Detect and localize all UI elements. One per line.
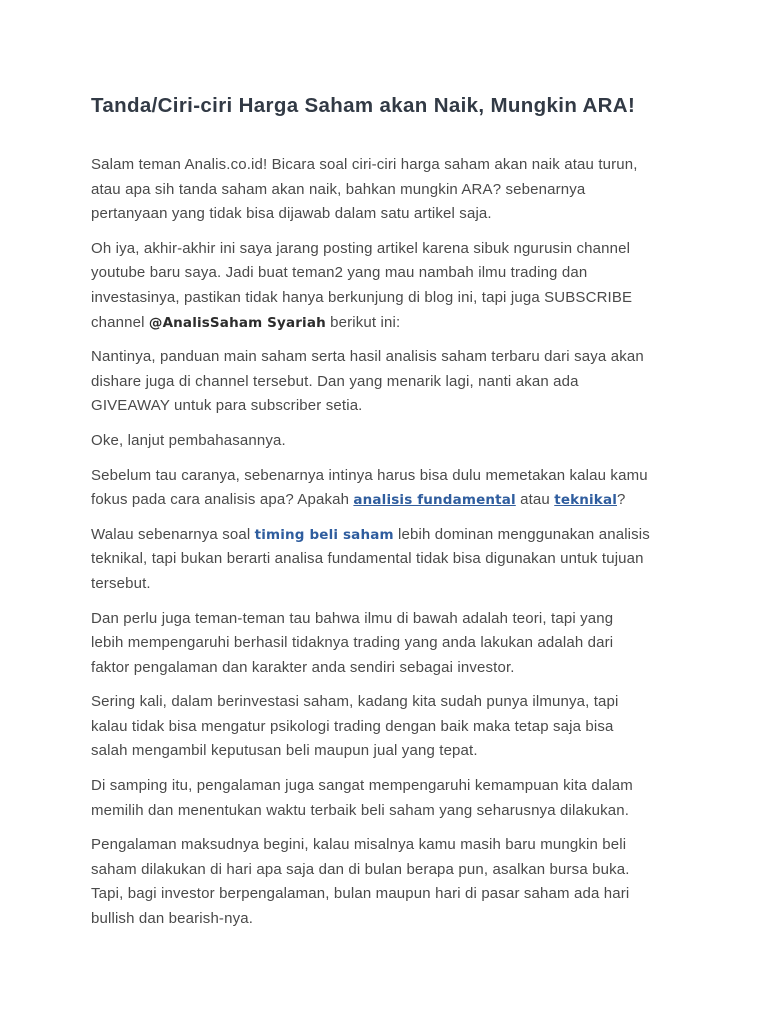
text-line: memilih dan menentukan waktu terbaik beli saham yang seharusnya dilakukan. <box>91 801 630 819</box>
text-segment: lebih dominan menggunakan analisis <box>393 525 650 543</box>
text-line: atau apa sih tanda saham akan naik, bahkan mungkin ARA? sebenarnya <box>91 180 586 198</box>
channel-name: @AnalisSaham Syariah <box>148 314 326 331</box>
paragraph-experience-detail <box>91 833 681 931</box>
article-title: Tanda/Ciri-ciri Harga Saham akan Naik, Mungkin ARA! <box>91 94 636 117</box>
paragraph-timing <box>91 523 681 597</box>
text-line: Tapi, bagi investor berpengalaman, bulan maupun hari di pasar saham ada hari <box>91 885 630 903</box>
paragraph-giveaway <box>91 345 681 419</box>
text-line: lebih mempengaruhi berhasil tidaknya trading yang anda lakukan adalah dari <box>91 634 614 652</box>
highlight-timing-beli-saham: timing beli saham <box>254 526 394 543</box>
text-segment: Walau sebenarnya soal <box>91 525 255 543</box>
text-line: Di samping itu, pengalaman juga sangat mempengaruhi kemampuan kita dalam <box>91 777 633 795</box>
text-line: Sering kali, dalam berinvestasi saham, kadang kita sudah punya ilmunya, tapi <box>91 693 619 711</box>
text-line <box>91 523 681 548</box>
paragraph-intro <box>91 153 681 227</box>
text-segment: berikut ini: <box>325 313 401 331</box>
text-segment: fokus pada cara analisis apa? Apakah <box>91 491 354 509</box>
text-line: Dan perlu juga teman-teman tau bahwa ilmu di bawah adalah teori, tapi yang <box>91 609 614 627</box>
paragraph-theory <box>91 607 681 681</box>
text-line: bullish dan bearish-nya. <box>91 910 254 928</box>
paragraph-analysis-type <box>91 464 681 513</box>
text-line: Pengalaman maksudnya begini, kalau misalnya kamu masih baru mungkin beli <box>91 836 627 854</box>
text-line <box>91 488 681 513</box>
text-line: dishare juga di channel tersebut. Dan yang menarik lagi, nanti akan ada <box>91 372 579 390</box>
text-segment: atau <box>515 491 555 509</box>
text-line: Oh iya, akhir-akhir ini saya jarang posting artikel karena sibuk ngurusin channel <box>91 239 631 257</box>
text-line: teknikal, tapi bukan berarti analisa fundamental tidak bisa digunakan untuk tujuan <box>91 550 644 568</box>
text-line: investasinya, pastikan tidak hanya berkunjung di blog ini, tapi juga SUBSCRIBE <box>91 288 633 306</box>
text-line: saham dilakukan di hari apa saja dan di bulan berapa pun, asalkan bursa buka. <box>91 860 630 878</box>
text-line: Nantinya, panduan main saham serta hasil analisis saham terbaru dari saya akan <box>91 348 644 366</box>
text-line: kalau tidak bisa mengatur psikologi trading dengan baik maka tetap saja bisa <box>91 717 614 735</box>
text-line <box>91 311 681 336</box>
article <box>91 92 681 942</box>
text-line: pertanyaan yang tidak bisa dijawab dalam satu artikel saja. <box>91 205 492 223</box>
text-line: faktor pengalaman dan karakter anda sendiri sebagai investor. <box>91 658 515 676</box>
text-line: Salam teman Analis.co.id! Bicara soal ciri-ciri harga saham akan naik atau turun, <box>91 156 638 173</box>
text-line: tersebut. <box>91 574 151 592</box>
paragraph-experience <box>91 774 681 823</box>
link-teknikal[interactable]: teknikal <box>554 492 617 509</box>
paragraph-channel <box>91 237 681 335</box>
text-line: GIVEAWAY untuk para subscriber setia. <box>91 397 363 415</box>
text-segment: channel <box>91 313 149 331</box>
paragraph-transition <box>91 429 681 454</box>
text-line: youtube baru saya. Jadi buat teman2 yang mau nambah ilmu trading dan <box>91 264 588 282</box>
text-line: salah mengambil keputusan beli maupun jual yang tepat. <box>91 742 478 760</box>
text-segment: ? <box>616 491 626 509</box>
link-analisis-fundamental[interactable]: analisis fundamental <box>353 492 516 509</box>
text-line: Oke, lanjut pembahasannya. <box>91 431 286 449</box>
text-line: Sebelum tau caranya, sebenarnya intinya harus bisa dulu memetakan kalau kamu <box>91 466 648 484</box>
paragraph-psychology <box>91 690 681 764</box>
